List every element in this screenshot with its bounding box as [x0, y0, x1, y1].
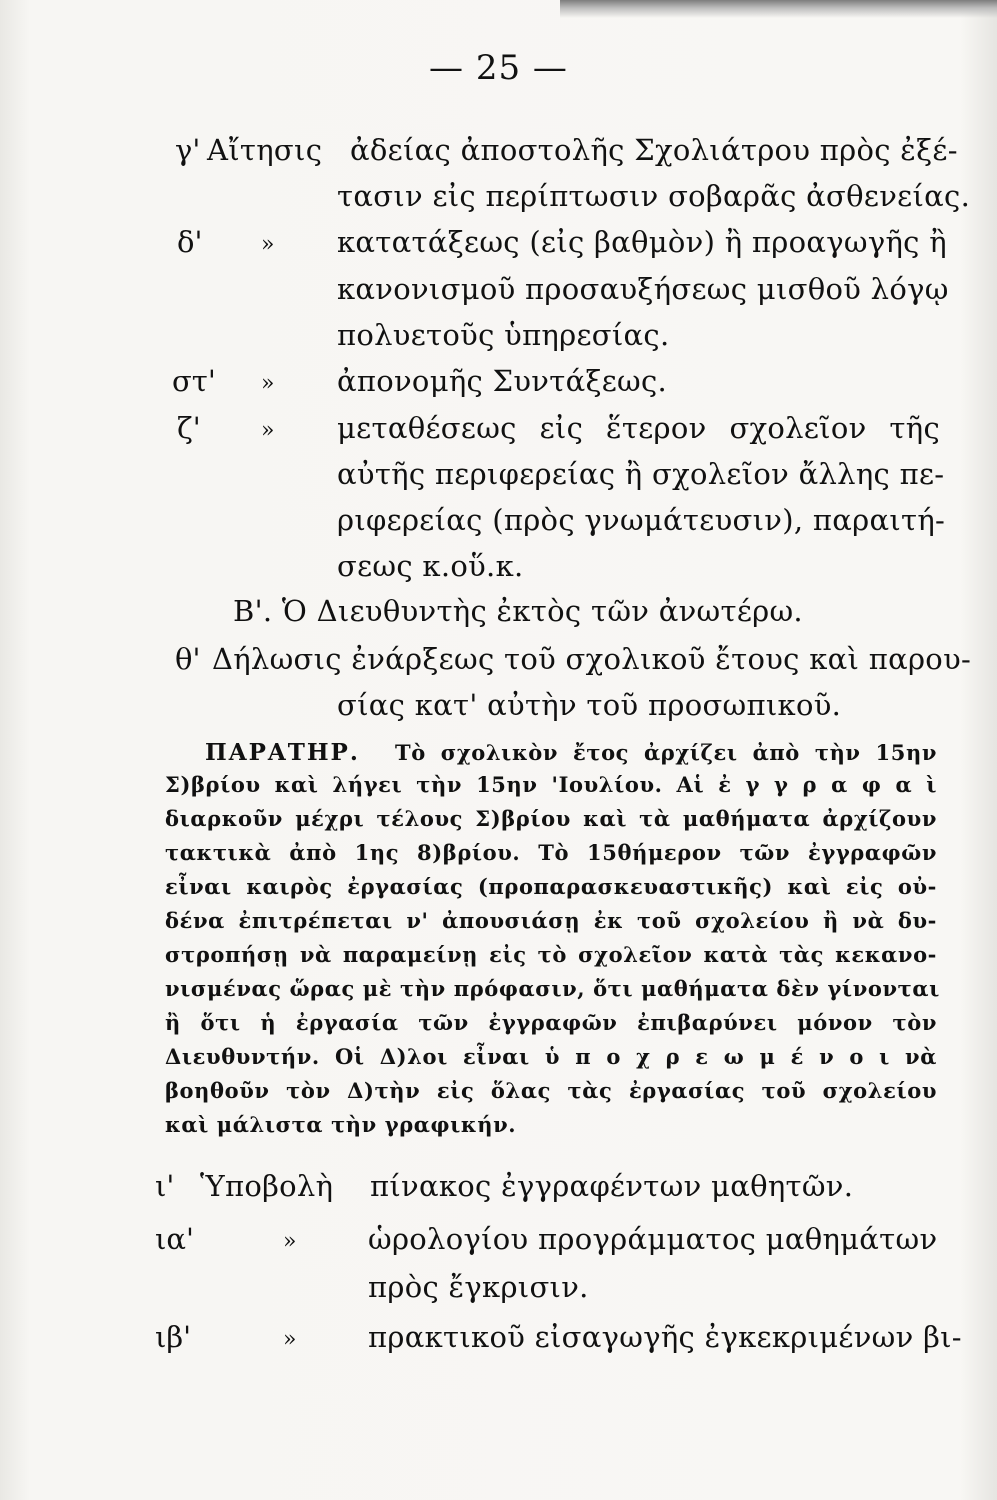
item-delta-line-3: πολυετοῦς ὑπηρεσίας. — [337, 318, 670, 352]
page-number: — 25 — — [429, 48, 568, 88]
note-line-12: καὶ μάλιστα τὴν γραφικήν. — [165, 1112, 517, 1137]
item-theta-line-2: σίας κατ' αὐτὴν τοῦ προσωπικοῦ. — [337, 688, 842, 722]
ditto-mark: » — [283, 1229, 297, 1254]
item-label-zeta: ζ' — [177, 411, 201, 445]
item-delta-line-1: κατατάξεως (εἰς βαθμὸν) ἢ προαγωγῆς ἢ — [337, 225, 947, 259]
section-b-heading: Β'. Ὁ Διευθυντὴς ἐκτὸς τῶν ἀνωτέρω. — [233, 594, 803, 628]
item-label-theta: θ' — [175, 642, 201, 676]
item-lead-ypovoli: Ὑποβολὴ — [200, 1169, 334, 1203]
note-line-10: Διευθυντήν. Οἱ Δ)λοι εἶναι ὑ π ο χ ρ ε ω μ έ ν ο ι νὰ — [165, 1044, 937, 1069]
ditto-mark: » — [261, 371, 275, 396]
item-iota-alpha-line-1: ὡρολογίου προγράμματος μαθημάτων — [368, 1222, 938, 1256]
item-iota-line-1: πίνακος ἐγγραφέντων μαθητῶν. — [370, 1169, 854, 1203]
ditto-mark: » — [283, 1327, 297, 1352]
ditto-mark: » — [261, 232, 275, 257]
ditto-mark: » — [261, 418, 275, 443]
item-label-st: στ' — [172, 364, 216, 398]
item-label-gamma: γ' — [175, 133, 201, 167]
item-zeta-line-1: μεταθέσεως εἰς ἕτερον σχολεῖον τῆς — [337, 411, 940, 445]
page-top-edge-shadow — [560, 0, 997, 18]
note-line-9: ἢ ὅτι ἡ ἐργασία τῶν ἐγγραφῶν ἐπιβαρύνει μόνον τὸν — [165, 1010, 937, 1035]
note-line-11: βοηθοῦν τὸν Δ)τὴν εἰς ὅλας τὰς ἐργασίας τοῦ σχολείου — [165, 1078, 937, 1103]
item-gamma-line-2: τασιν εἰς περίπτωσιν σοβαρᾶς ἀσθενείας. — [337, 179, 971, 213]
item-label-iota: ι' — [155, 1169, 175, 1203]
item-st-line-1: ἀπονομῆς Συντάξεως. — [337, 364, 668, 398]
item-iota-alpha-line-2: πρὸς ἔγκρισιν. — [368, 1270, 589, 1304]
note-line-1: Τὸ σχολικὸν ἔτος ἀρχίζει ἀπὸ τὴν 15ην — [395, 740, 937, 765]
item-label-iota-beta: ιβ' — [155, 1320, 192, 1354]
item-gamma-line-1: ἀδείας ἀποστολῆς Σχολιάτρου πρὸς ἐξέ- — [350, 133, 958, 167]
item-zeta-line-4: σεως κ.οὕ.κ. — [337, 549, 524, 583]
note-line-6: δένα ἐπιτρέπεται ν' ἀπουσιάσῃ ἐκ τοῦ σχολείου ἢ νὰ δυ- — [165, 908, 937, 933]
note-line-3: διαρκοῦν μέχρι τέλους Σ)βρίου καὶ τὰ μαθήματα ἀρχίζουν — [165, 806, 937, 831]
item-delta-line-2: κανονισμοῦ προσαυξήσεως μισθοῦ λόγῳ — [337, 272, 949, 306]
item-zeta-line-2: αὐτῆς περιφερείας ἢ σχολεῖον ἄλλης πε- — [337, 457, 945, 491]
note-line-8: νισμένας ὥρας μὲ τὴν πρόφασιν, ὅτι μαθήματα δὲν γίνονται — [165, 976, 940, 1001]
item-label-delta: δ' — [177, 225, 203, 259]
item-lead-aitisis: Αἴτησις — [207, 133, 323, 167]
note-line-2: Σ)βρίου καὶ λήγει τὴν 15ην 'Ιουλίου. Αἱ ἐ γ γ ρ α φ α ὶ — [165, 772, 937, 797]
note-heading: ΠΑΡΑΤΗΡ. — [205, 739, 360, 766]
item-label-iota-alpha: ια' — [155, 1222, 194, 1256]
item-theta-line-1: Δήλωσις ἐνάρξεως τοῦ σχολικοῦ ἔτους καὶ παρου- — [212, 642, 972, 676]
item-iota-beta-line-1: πρακτικοῦ εἰσαγωγῆς ἐγκεκριμένων βι- — [368, 1320, 962, 1354]
item-zeta-line-3: ριφερείας (πρὸς γνωμάτευσιν), παραιτή- — [337, 503, 946, 537]
note-line-7: στροπήσῃ νὰ παραμείνῃ εἰς τὸ σχολεῖον κατὰ τὰς κεκανο- — [165, 942, 937, 967]
note-line-5: εἶναι καιρὸς ἐργασίας (προπαρασκευαστικῆς) καὶ εἰς οὐ- — [165, 874, 937, 899]
note-line-4: τακτικὰ ἀπὸ 1ης 8)βρίου. Τὸ 15θήμερον τῶν ἐγγραφῶν — [165, 840, 937, 865]
